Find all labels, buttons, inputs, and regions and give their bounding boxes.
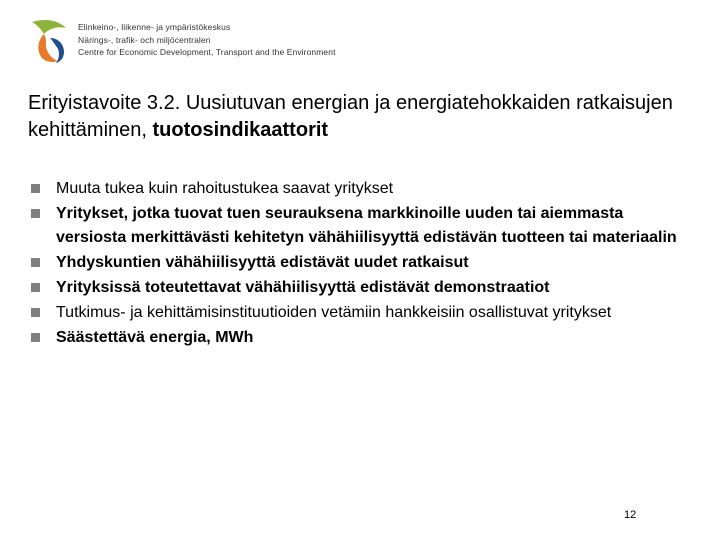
page-number: 12 bbox=[624, 509, 637, 521]
list-item-text: Yhdyskuntien vähähiilisyyttä edistävät uudet ratkaisut bbox=[56, 254, 469, 271]
list-item bbox=[28, 276, 698, 300]
list-item bbox=[28, 202, 698, 250]
indicator-list bbox=[28, 177, 698, 351]
square-bullet-icon bbox=[31, 308, 40, 317]
square-bullet-icon bbox=[31, 283, 40, 292]
slide-title-bold: tuotosindikaattorit bbox=[152, 119, 329, 141]
square-bullet-icon bbox=[31, 258, 40, 267]
list-item bbox=[28, 177, 698, 201]
square-bullet-icon bbox=[31, 209, 40, 218]
list-item-text: Tutkimus- ja kehittämisinstituutioiden vetämiin hankkeisiin osallistuvat yritykset bbox=[56, 304, 612, 321]
list-item bbox=[28, 301, 698, 325]
list-item bbox=[28, 326, 698, 350]
org-line-sv: Närings-, trafik- och miljöcentralen bbox=[78, 34, 211, 45]
list-item-text: Yritykset, jotka tuovat tuen seurauksena markkinoille uuden tai aiemmasta versiosta merkittävästi kehitetyn vähähiilisyyttä edistävän tuotteen tai materiaalin bbox=[56, 205, 677, 246]
square-bullet-icon bbox=[31, 333, 40, 342]
list-item-text: Säästettävä energia, MWh bbox=[56, 329, 254, 346]
list-item-text: Muuta tukea kuin rahoitustukea saavat yritykset bbox=[56, 180, 394, 197]
square-bullet-icon bbox=[31, 184, 40, 193]
list-item bbox=[28, 251, 698, 275]
slide-title bbox=[28, 90, 708, 144]
organization-name bbox=[78, 21, 336, 59]
org-line-en: Centre for Economic Development, Transport and the Environment bbox=[78, 47, 336, 57]
org-line-fi: Elinkeino-, liikenne- ja ympäristökeskus bbox=[78, 22, 231, 32]
list-item-text: Yrityksissä toteutettavat vähähiilisyyttä edistävät demonstraatiot bbox=[56, 279, 550, 296]
slide-title-regular: Erityistavoite 3.2. Uusiutuvan energian ja energiatehokkaiden ratkaisujen kehittäminen, bbox=[28, 92, 673, 141]
ely-centre-logo-icon bbox=[28, 16, 72, 66]
